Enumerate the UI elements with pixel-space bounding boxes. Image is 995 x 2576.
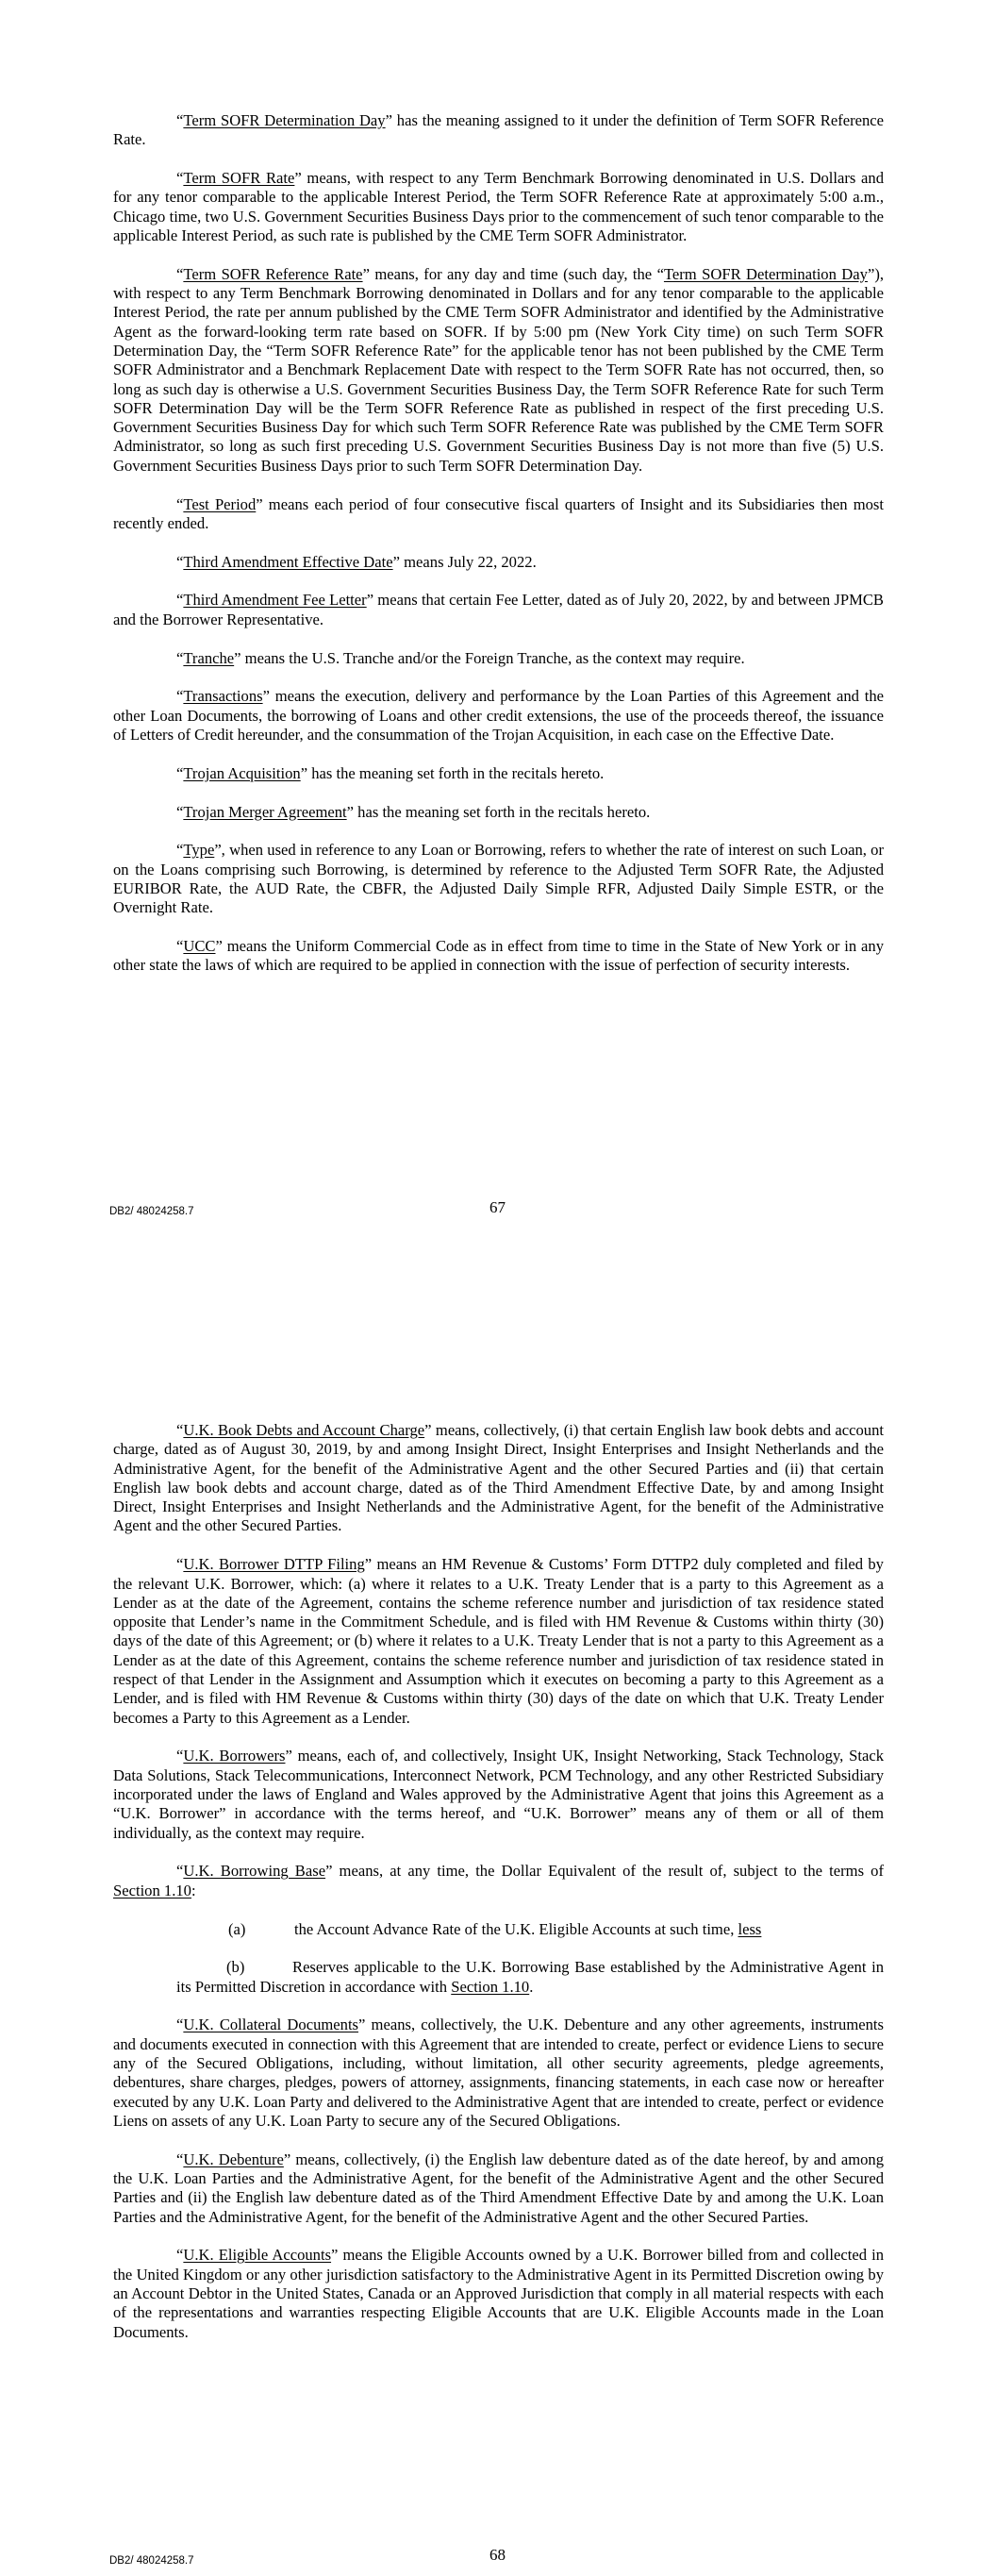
section-reference: Section 1.10 — [113, 1881, 191, 1899]
definition-paragraph: “U.K. Borrower DTTP Filing” means an HM Revenue & Customs’ Form DTTP2 duly completed and filed by the relevant U.K. Borrower, which: (a) where it relates to a U.K. Treaty Lender that is a party to this Agreement as a Lender as at the date of the Agreement, contains the scheme reference number and jurisdiction of tax residence stated opposite that Lender’s name in the Commitment Schedule, and is filed with HM Revenue & Customs within thirty (30) days of the date of this Agreement; or (b) where it relates to a U.K. Treaty Lender that is not a party to this Agreement as a Lender as at the date of this Agreement, contains the scheme reference number and jurisdiction of tax residence stated in respect of that Lender in the Assignment and Assumption which it executes on becoming a party to this Agreement as a Lender, and is filed with HM Revenue & Customs within thirty (30) days of the date on which that U.K. Treaty Lender becomes a Party to this Agreement as a Lender. — [113, 1555, 884, 1727]
defined-term: U.K. Debenture — [183, 2149, 284, 2168]
page-68-body — [113, 1421, 884, 2361]
item-label: (b) — [226, 1958, 245, 1977]
definition-paragraph: “U.K. Debenture” means, collectively, (i) the English law debenture dated as of the date hereof, by and among the U.K. Loan Parties and the Administrative Agent, for the benefit of the Administrative Agent and the other Secured Parties and (ii) the English law debenture dated as of the Third Amendment Effective Date by and among the U.K. Loan Parties and the Administrative Agent, for the benefit of the Administrative Agent and the other Secured Parties. — [113, 2149, 884, 2226]
page-number: 68 — [489, 2546, 506, 2564]
page-67-body — [113, 111, 884, 995]
defined-term: U.K. Book Debts and Account Charge — [183, 1421, 425, 1439]
defined-term: Term SOFR Reference Rate — [183, 264, 363, 283]
defined-term: Trojan Merger Agreement — [183, 802, 347, 821]
defined-term: UCC — [183, 937, 216, 955]
definition-paragraph: “U.K. Book Debts and Account Charge” means, collectively, (i) that certain English law book debts and account charge, dated as of August 30, 2019, by and among Insight Direct, Insight Enterprises and Insight Netherlands and the Administrative Agent, for the benefit of the Administrative Agent and the other Secured Parties and (ii) that certain English law book debts and account charge, dated as of the Third Amendment Effective Date, by and among Insight Direct, Insight Enterprises and Insight Netherlands and the Administrative Agent, for the benefit of the Administrative Agent and the other Secured Parties. — [113, 1421, 884, 1535]
defined-term: U.K. Eligible Accounts — [183, 2246, 332, 2265]
document-id: DB2/ 48024258.7 — [109, 2555, 194, 2567]
defined-term: Term SOFR Determination Day — [183, 111, 386, 129]
definition-paragraph: “Trojan Acquisition” has the meaning set forth in the recitals hereto. — [176, 763, 605, 782]
defined-term: Trojan Acquisition — [183, 763, 301, 782]
definition-paragraph: “Third Amendment Effective Date” means July 22, 2022. — [176, 552, 537, 571]
section-reference: Section 1.10 — [451, 1977, 530, 1996]
page-number: 67 — [489, 1198, 506, 1216]
definition-paragraph: “UCC” means the Uniform Commercial Code as in effect from time to time in the State of New York or in any other state the laws of which are required to be applied in connection with the issue of perfection of security interests. — [113, 937, 884, 975]
definition-paragraph: “U.K. Borrowers” means, each of, and collectively, Insight UK, Insight Networking, Stack Technology, Stack Data Solutions, Stack Telecommunications, Interconnect Network, PCM Technology, and any other Restricted Subsidiary incorporated under the laws of England and Wales approved by the Administrative Agent that joins this Agreement as a “U.K. Borrower” in accordance with the terms hereof, and “U.K. Borrower” means any of them or all of them individually, as the context may require. — [113, 1747, 884, 1842]
definition-paragraph: “U.K. Borrowing Base” means, at any time, the Dollar Equivalent of the result of, subject to the terms of Section 1.10: — [113, 1862, 884, 1899]
page-68 — [0, 1264, 995, 2576]
defined-term: Third Amendment Effective Date — [183, 552, 393, 571]
document-id: DB2/ 48024258.7 — [109, 1206, 194, 1217]
defined-term: Type — [183, 841, 215, 860]
defined-term: Third Amendment Fee Letter — [183, 591, 367, 610]
definition-paragraph: “Tranche” means the U.S. Tranche and/or the Foreign Tranche, as the context may require. — [176, 648, 745, 667]
defined-term: U.K. Borrower DTTP Filing — [183, 1555, 365, 1574]
definition-paragraph: “Trojan Merger Agreement” has the meaning set forth in the recitals hereto. — [176, 802, 651, 821]
definition-paragraph: “Term SOFR Reference Rate” means, for any day and time (such day, the “Term SOFR Determination Day”), with respect to any Term Benchmark Borrowing denominated in Dollars and for any tenor comparable to the applicable Interest Period, the rate per annum published by the CME Term SOFR Administrator and identified by the Administrative Agent as the forward-looking term rate based on SOFR. If by 5:00 pm (New York City time) on such Term SOFR Determination Day, the “Term SOFR Reference Rate” for the applicable tenor has not been published by the CME Term SOFR Administrator and a Benchmark Replacement Date with respect to the Term SOFR Rate has not occurred, then, so long as such day is otherwise a U.S. Government Securities Business Day, the Term SOFR Reference Rate for such Term SOFR Determination Day will be the Term SOFR Reference Rate as published in respect of the first preceding U.S. Government Securities Business Day for which such Term SOFR Reference Rate was published by the CME Term SOFR Administrator, so long as such first preceding U.S. Government Securities Business Day is not more than five (5) U.S. Government Securities Business Days prior to such Term SOFR Determination Day. — [113, 264, 884, 475]
list-item-a: (a) the Account Advance Rate of the U.K. Eligible Accounts at such time, less — [228, 1919, 762, 1938]
page-67 — [0, 0, 995, 1264]
definition-paragraph: “Term SOFR Rate” means, with respect to any Term Benchmark Borrowing denominated in U.S. Dollars and for any tenor comparable to the applicable Interest Period, the Term SOFR Reference Rate at approximately 5:00 a.m., Chicago time, two U.S. Government Securities Business Days prior to the commencement of such tenor comparable to the applicable Interest Period, as such rate is published by the CME Term SOFR Administrator. — [113, 169, 884, 244]
definition-paragraph: “Type”, when used in reference to any Loan or Borrowing, refers to whether the rate of interest on such Loan, or on the Loans comprising such Borrowing, is determined by reference to the Adjusted Term SOFR Rate, the Adjusted EURIBOR Rate, the AUD Rate, the CBFR, the Adjusted Daily Simple RFR, Adjusted Daily Simple ESTR, or the Overnight Rate. — [113, 841, 884, 917]
defined-term: Transactions — [183, 687, 263, 706]
defined-term: U.K. Borrowers — [183, 1747, 286, 1765]
definition-paragraph: “Test Period” means each period of four consecutive fiscal quarters of Insight and its Subsidiaries then most recently ended. — [113, 494, 884, 532]
defined-term: Term SOFR Determination Day — [663, 264, 868, 283]
defined-term: Term SOFR Rate — [183, 169, 295, 188]
definition-paragraph: “Transactions” means the execution, delivery and performance by the Loan Parties of this Agreement and the other Loan Documents, the borrowing of Loans and other credit extensions, the use of the proceeds thereof, the issuance of Letters of Credit hereunder, and the consummation of the Trojan Acquisition, in each case on the Effective Date. — [113, 687, 884, 744]
defined-term: Test Period — [183, 494, 257, 513]
defined-term: Tranche — [183, 648, 235, 667]
definition-paragraph: “U.K. Eligible Accounts” means the Eligible Accounts owned by a U.K. Borrower billed from and collected in the United Kingdom or any other jurisdiction satisfactory to the Administrative Agent in its Permitted Discretion owing by an Account Debtor in the United States, Canada or an Approved Jurisdiction that comply in all material respects with each of the representations and warranties respecting Eligible Accounts that are U.K. Eligible Accounts made in the Loan Documents. — [113, 2246, 884, 2341]
defined-term: U.K. Collateral Documents — [183, 2016, 359, 2034]
defined-term: U.K. Borrowing Base — [183, 1862, 326, 1881]
list-item-b: (b) Reserves applicable to the U.K. Borrowing Base established by the Administrative Agent in its Permitted Discretion in accordance with Section 1.10. — [176, 1958, 884, 1996]
definition-paragraph: “U.K. Collateral Documents” means, collectively, the U.K. Debenture and any other agreements, instruments and documents executed in connection with this Agreement that are intended to create, perfect or evidence Liens to secure any of the Secured Obligations, including, without limitation, all other security agreements, pledge agreements, debentures, share charges, pledges, powers of attorney, assignments, financing statements, in each case now or hereafter executed by any U.K. Loan Party and delivered to the Administrative Agent that are intended to create, perfect or evidence Liens on assets of any U.K. Loan Party to secure any of the Secured Obligations. — [113, 2016, 884, 2130]
less-term: less — [738, 1919, 762, 1938]
definition-paragraph: “Third Amendment Fee Letter” means that certain Fee Letter, dated as of July 20, 2022, by and between JPMCB and the Borrower Representative. — [113, 591, 885, 628]
definition-paragraph: “Term SOFR Determination Day” has the meaning assigned to it under the definition of Term SOFR Reference Rate. — [113, 111, 885, 149]
item-label: (a) — [228, 1919, 246, 1938]
